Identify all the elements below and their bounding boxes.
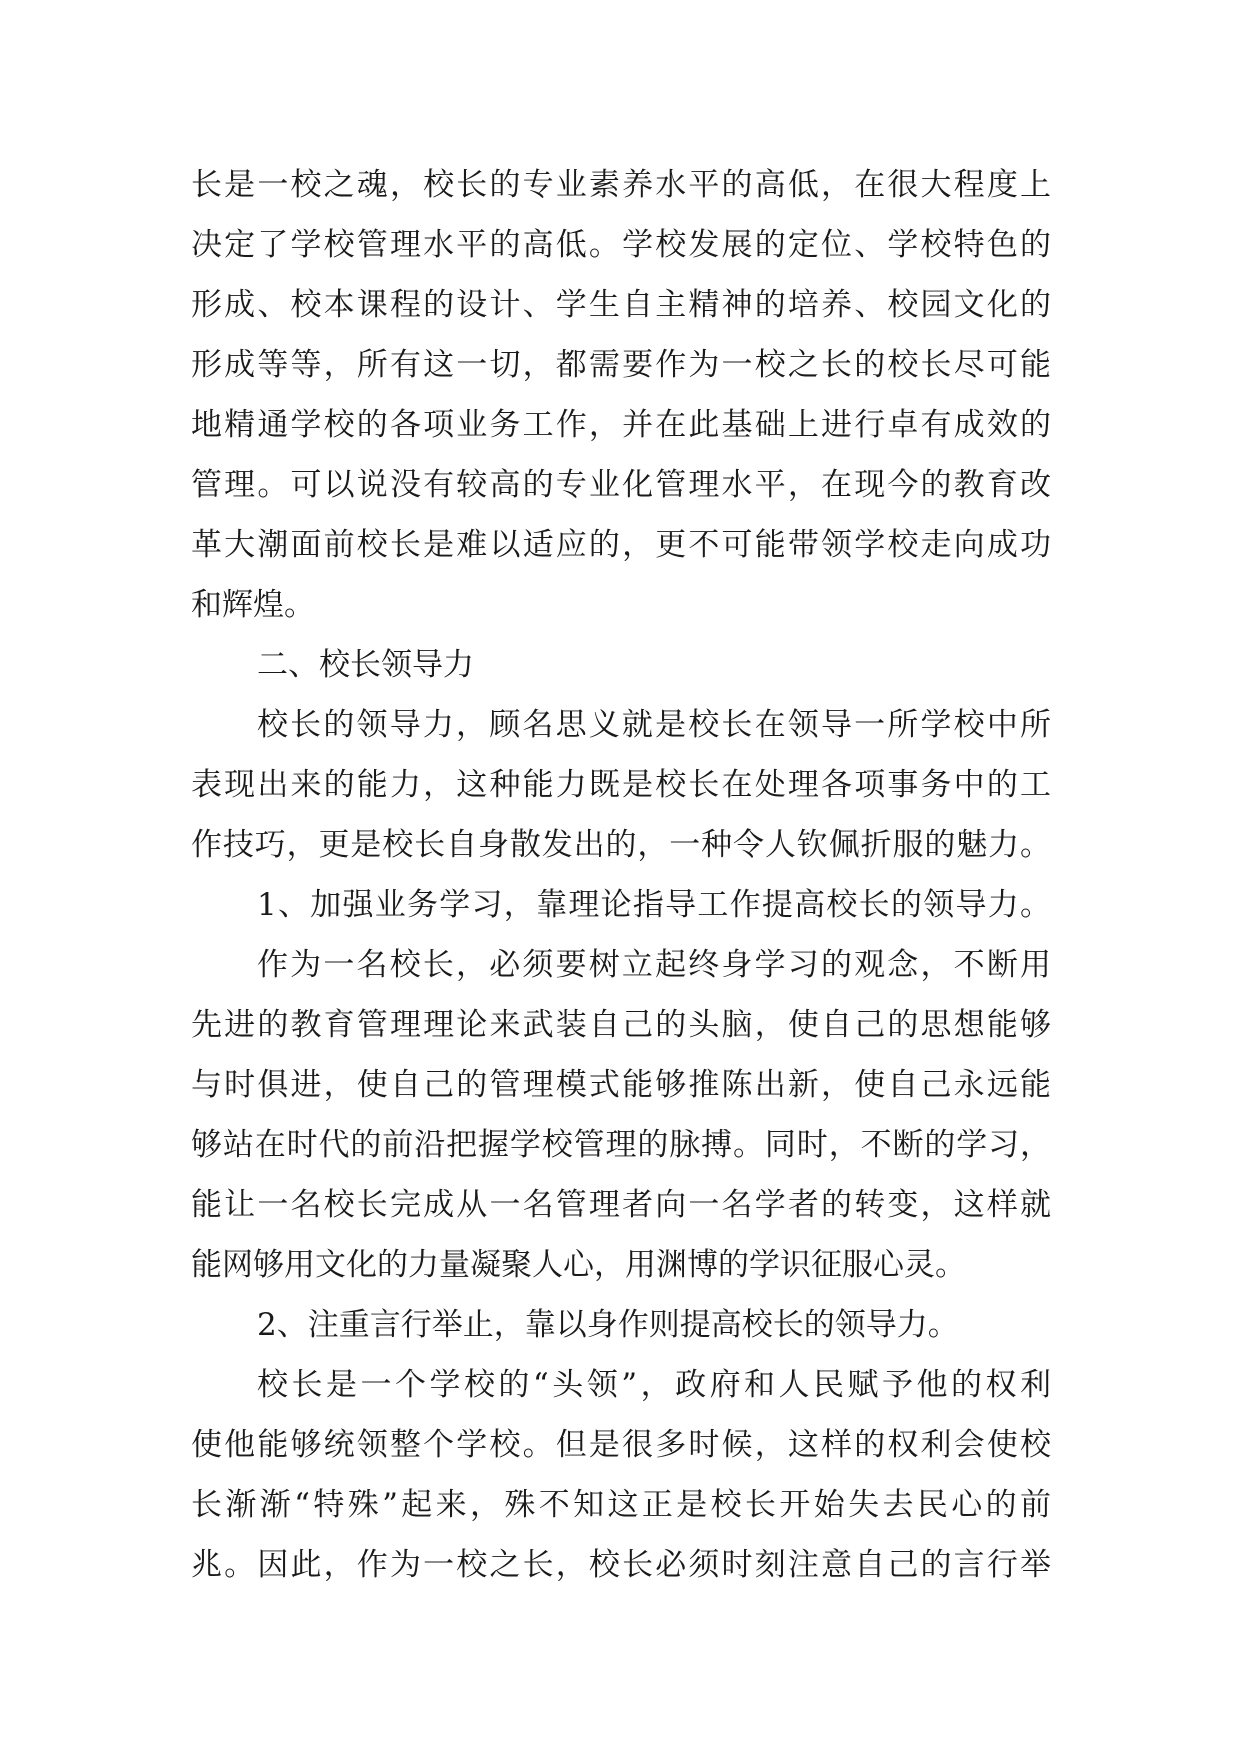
- section-heading: 二、校长领导力: [257, 647, 474, 683]
- text-line: 够站在时代的前沿把握学校管理的脉搏。同时，不断的学习，: [191, 1127, 1051, 1163]
- subheading: 1、加强业务学习，靠理论指导工作提高校长的领导力。: [257, 887, 1051, 923]
- text-line: 能网够用文化的力量凝聚人心，用渊博的学识征服心灵。: [191, 1247, 966, 1283]
- text-line: 长渐渐“特殊”起来，殊不知这正是校长开始失去民心的前: [191, 1487, 1051, 1523]
- text-line: 决定了学校管理水平的高低。学校发展的定位、学校特色的: [191, 227, 1051, 263]
- text-line: 表现出来的能力，这种能力既是校长在处理各项事务中的工: [191, 767, 1051, 803]
- text-line: 形成等等，所有这一切，都需要作为一校之长的校长尽可能: [191, 347, 1051, 383]
- document-body: [191, 155, 1071, 1595]
- text-line: 使他能够统领整个学校。但是很多时候，这样的权利会使校: [191, 1427, 1051, 1463]
- text-line: 地精通学校的各项业务工作，并在此基础上进行卓有成效的: [191, 407, 1051, 443]
- text-line: 形成、校本课程的设计、学生自主精神的培养、校园文化的: [191, 287, 1051, 323]
- text-line: 作技巧，更是校长自身散发出的，一种令人钦佩折服的魅力。: [191, 827, 1051, 863]
- text-line: 先进的教育管理理论来武装自己的头脑，使自己的思想能够: [191, 1007, 1051, 1043]
- text-line: 革大潮面前校长是难以适应的，更不可能带领学校走向成功: [191, 527, 1051, 563]
- text-line: 校长是一个学校的“头领”，政府和人民赋予他的权利: [257, 1367, 1051, 1403]
- text-line: 能让一名校长完成从一名管理者向一名学者的转变，这样就: [191, 1187, 1051, 1223]
- subheading: 2、注重言行举止，靠以身作则提高校长的领导力。: [257, 1307, 959, 1343]
- text-line: 管理。可以说没有较高的专业化管理水平，在现今的教育改: [191, 467, 1051, 503]
- text-line: 长是一校之魂，校长的专业素养水平的高低，在很大程度上: [191, 167, 1051, 203]
- text-line: 校长的领导力，顾名思义就是校长在领导一所学校中所: [257, 707, 1051, 743]
- text-line: 兆。因此，作为一校之长，校长必须时刻注意自己的言行举: [191, 1547, 1051, 1583]
- text-line: 作为一名校长，必须要树立起终身学习的观念，不断用: [257, 947, 1051, 983]
- text-line: 与时俱进，使自己的管理模式能够推陈出新，使自己永远能: [191, 1067, 1051, 1103]
- text-line: 和辉煌。: [191, 587, 315, 623]
